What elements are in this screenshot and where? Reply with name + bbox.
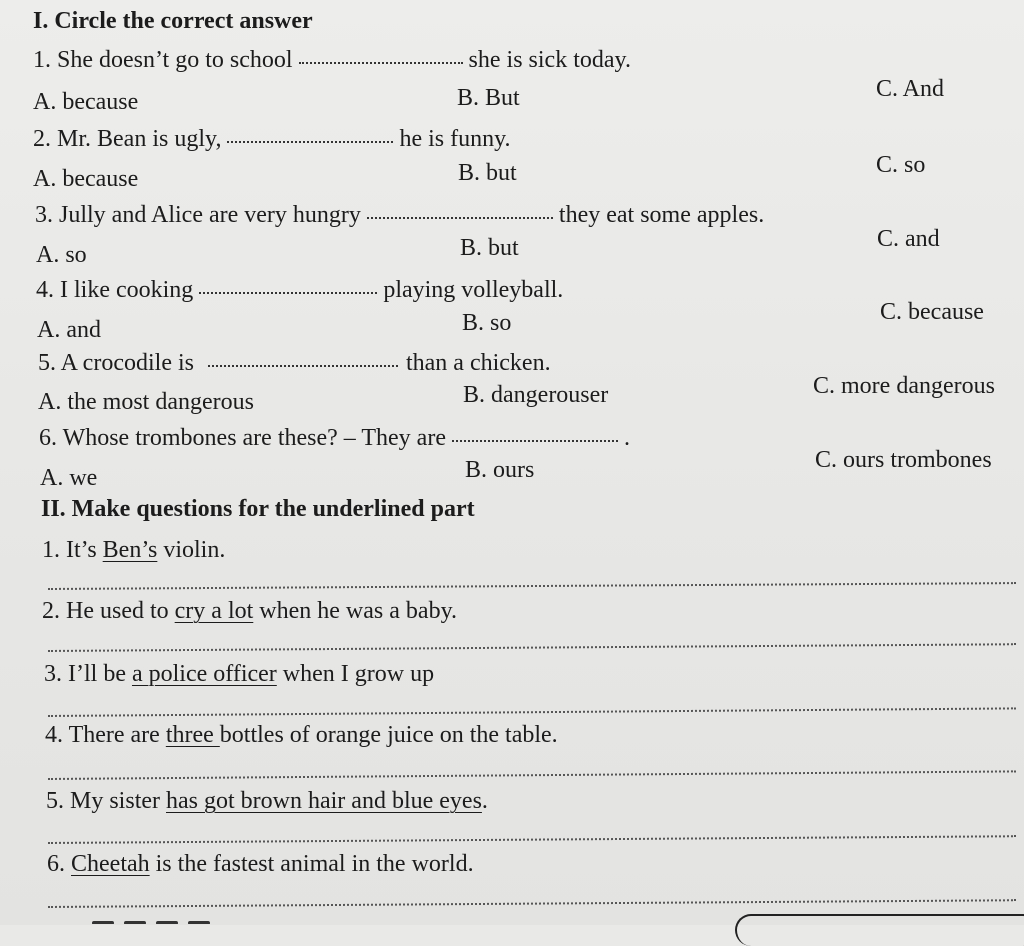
question-6-option-b[interactable]: B. ours	[465, 457, 535, 483]
question-5-text: 5. A crocodile is	[38, 350, 194, 376]
item-4-text-start: 4. There are	[45, 722, 166, 748]
answer-line-3[interactable]	[48, 705, 1016, 717]
question-3-option-b[interactable]: B. but	[460, 235, 519, 261]
item-3-text-start: 3. I’ll be	[44, 661, 132, 687]
item-4-underlined: three	[165, 722, 220, 748]
question-5-stem	[38, 349, 551, 377]
question-4-stem	[36, 276, 563, 304]
question-3-text: 3. Jully and Alice are very hungry	[35, 202, 361, 228]
item-1-underlined: Ben’s	[102, 537, 158, 563]
question-5-blank	[208, 363, 398, 367]
question-1-option-b[interactable]: B. But	[457, 85, 520, 111]
answer-line-1[interactable]	[48, 580, 1016, 590]
question-4-option-a[interactable]: A. and	[37, 317, 101, 343]
question-1-end: she is sick today.	[468, 47, 631, 73]
exercise-2-item-2	[42, 597, 457, 625]
item-6-text-start: 6.	[47, 851, 71, 877]
question-3-option-a[interactable]: A. so	[36, 242, 87, 268]
question-6-stem	[39, 424, 630, 452]
question-5-option-b[interactable]: B. dangerouser	[463, 382, 609, 408]
item-2-underlined: cry a lot	[174, 598, 254, 624]
exercise-2-item-4	[45, 721, 558, 749]
question-6-option-c[interactable]: C. ours trombones	[815, 447, 992, 473]
item-6-underlined: Cheetah	[71, 851, 150, 877]
question-1-blank	[299, 60, 463, 64]
question-6-end: .	[623, 425, 630, 451]
section-2-heading: II. Make questions for the underlined part	[41, 496, 475, 522]
item-2-text-end: when he was a baby.	[253, 598, 458, 624]
item-1-text-start: 1. It’s	[42, 537, 103, 563]
question-4-option-b[interactable]: B. so	[462, 310, 512, 336]
question-2-end: he is funny.	[399, 126, 511, 152]
question-3-stem	[35, 201, 764, 229]
answer-line-5[interactable]	[48, 833, 1016, 844]
item-1-text-end: violin.	[157, 537, 226, 563]
item-5-underlined: has got brown hair and blue eyes	[166, 788, 482, 814]
question-1-stem	[33, 46, 631, 74]
question-4-end: playing volleyball.	[383, 277, 564, 303]
question-2-text: 2. Mr. Bean is ugly,	[33, 126, 222, 152]
answer-line-6[interactable]	[48, 897, 1016, 908]
question-2-option-b[interactable]: B. but	[458, 160, 517, 186]
exercise-2-item-6	[47, 850, 474, 878]
question-1-text: 1. She doesn’t go to school	[33, 47, 293, 73]
exercise-2-item-5	[46, 787, 488, 815]
item-2-text-start: 2. He used to	[42, 598, 175, 624]
question-5-option-a[interactable]: A. the most dangerous	[38, 389, 254, 415]
exercise-2-item-3	[44, 660, 434, 688]
item-3-underlined: a police officer	[131, 661, 277, 687]
item-5-text-start: 5. My sister	[46, 788, 166, 814]
item-4-text-end: bottles of orange juice on the table.	[219, 722, 558, 748]
question-1-option-c[interactable]: C. And	[876, 76, 945, 102]
question-2-stem	[33, 125, 511, 153]
question-4-text: 4. I like cooking	[36, 277, 194, 303]
question-6-blank	[452, 438, 618, 442]
answer-line-4[interactable]	[48, 768, 1016, 780]
question-4-blank	[199, 290, 377, 294]
question-3-blank	[367, 215, 553, 219]
item-6-text-end: is the fastest animal in the world.	[149, 851, 474, 877]
question-1-option-a[interactable]: A. because	[33, 89, 139, 115]
question-2-blank	[227, 139, 393, 143]
section-1-heading: I. Circle the correct answer	[33, 8, 313, 34]
question-6-option-a[interactable]: A. we	[40, 465, 98, 491]
question-3-option-c[interactable]: C. and	[877, 226, 940, 252]
cut-off-heading-fragment	[92, 912, 292, 924]
question-3-end: they eat some apples.	[558, 202, 765, 228]
question-5-end: than a chicken.	[405, 350, 551, 376]
cut-off-box-outline	[735, 914, 1024, 946]
question-4-option-c[interactable]: C. because	[880, 299, 984, 325]
item-5-text-end: .	[481, 788, 488, 814]
exercise-2-item-1	[42, 536, 225, 564]
question-2-option-c[interactable]: C. so	[876, 152, 926, 178]
answer-line-2[interactable]	[48, 641, 1016, 652]
question-5-option-c[interactable]: C. more dangerous	[813, 373, 995, 399]
item-3-text-end: when I grow up	[276, 661, 435, 687]
question-2-option-a[interactable]: A. because	[33, 166, 139, 192]
question-6-text: 6. Whose trombones are these? – They are	[39, 425, 446, 451]
